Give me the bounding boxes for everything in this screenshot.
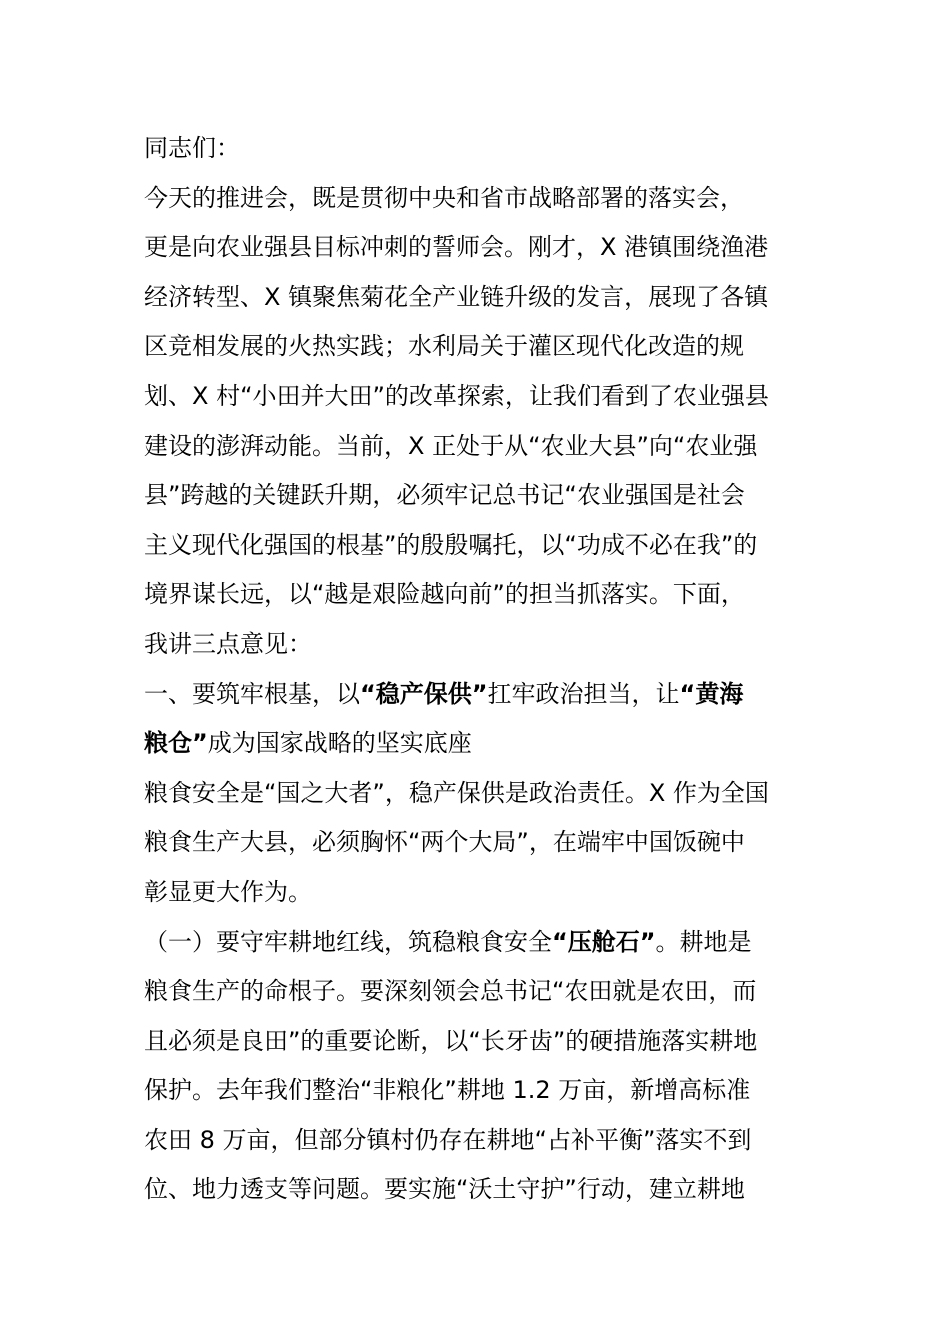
body-line: 县”跨越的关键跃升期，必须牢记总书记“农业强国是社会: [144, 481, 745, 510]
body-line: 区竞相发展的火热实践；水利局关于灌区现代化改造的规: [144, 332, 744, 361]
body-line: 更是向农业强县目标冲刺的誓师会。刚才，X 港镇围绕渔港: [144, 233, 769, 262]
subsection-heading-1: [144, 918, 816, 968]
body-line: 我讲三点意见：: [144, 629, 312, 658]
body-line: 建设的澎湃动能。当前，X 正处于从“农业大县”向“农业强: [144, 431, 758, 460]
body-line: 粮食生产的命根子。要深刻领会总书记“农田就是农田，而: [144, 977, 757, 1006]
subheading-text: 。耕地是: [655, 927, 752, 956]
body-line: 粮食安全是“国之大者”，稳产保供是政治责任。X 作为全国: [144, 778, 769, 807]
section-heading-1-cont: [144, 719, 816, 769]
heading-emphasis: 粮仓”: [144, 729, 208, 758]
section-heading-1: [144, 670, 816, 720]
heading-text: 一、要筑牢根基，以: [144, 679, 360, 708]
heading-text: 扛牢政治担当，让: [487, 679, 680, 708]
document-body: [144, 124, 816, 1215]
body-line: 粮食生产大县，必须胸怀“两个大局”，在端牢中国饭碗中: [144, 828, 745, 857]
body-line: 位、地力透支等问题。要实施“沃土守护”行动，建立耕地: [144, 1175, 745, 1204]
body-line: 农田 8 万亩，但部分镇村仍存在耕地“占补平衡”落实不到: [144, 1125, 752, 1154]
salutation: 同志们：: [144, 134, 240, 162]
body-line: 且必须是良田”的重要论断，以“长牙齿”的硬措施落实耕地: [144, 1026, 758, 1055]
body-line: 保护。去年我们整治“非粮化”耕地 1.2 万亩，新增高标准: [144, 1076, 751, 1105]
subheading-emphasis: “压舱石”: [552, 927, 656, 956]
heading-text: 成为国家战略的坚实底座: [207, 729, 472, 758]
body-line: 划、X 村“小田并大田”的改革探索，让我们看到了农业强县: [144, 381, 769, 410]
body-line: 今天的推进会，既是贯彻中央和省市战略部署的落实会，: [144, 183, 744, 212]
heading-emphasis: “黄海: [679, 679, 744, 708]
heading-emphasis: “稳产保供”: [360, 679, 488, 708]
body-line: 境界谋长远，以“越是艰险越向前”的担当抓落实。下面，: [144, 580, 745, 609]
subheading-text: （一）要守牢耕地红线，筑稳粮食安全: [144, 927, 552, 956]
body-line: 经济转型、X 镇聚焦菊花全产业链升级的发言，展现了各镇: [144, 282, 769, 311]
body-line: 彰显更大作为。: [144, 877, 312, 906]
body-line: 主义现代化强国的根基”的殷殷嘱托，以“功成不必在我”的: [144, 530, 758, 559]
